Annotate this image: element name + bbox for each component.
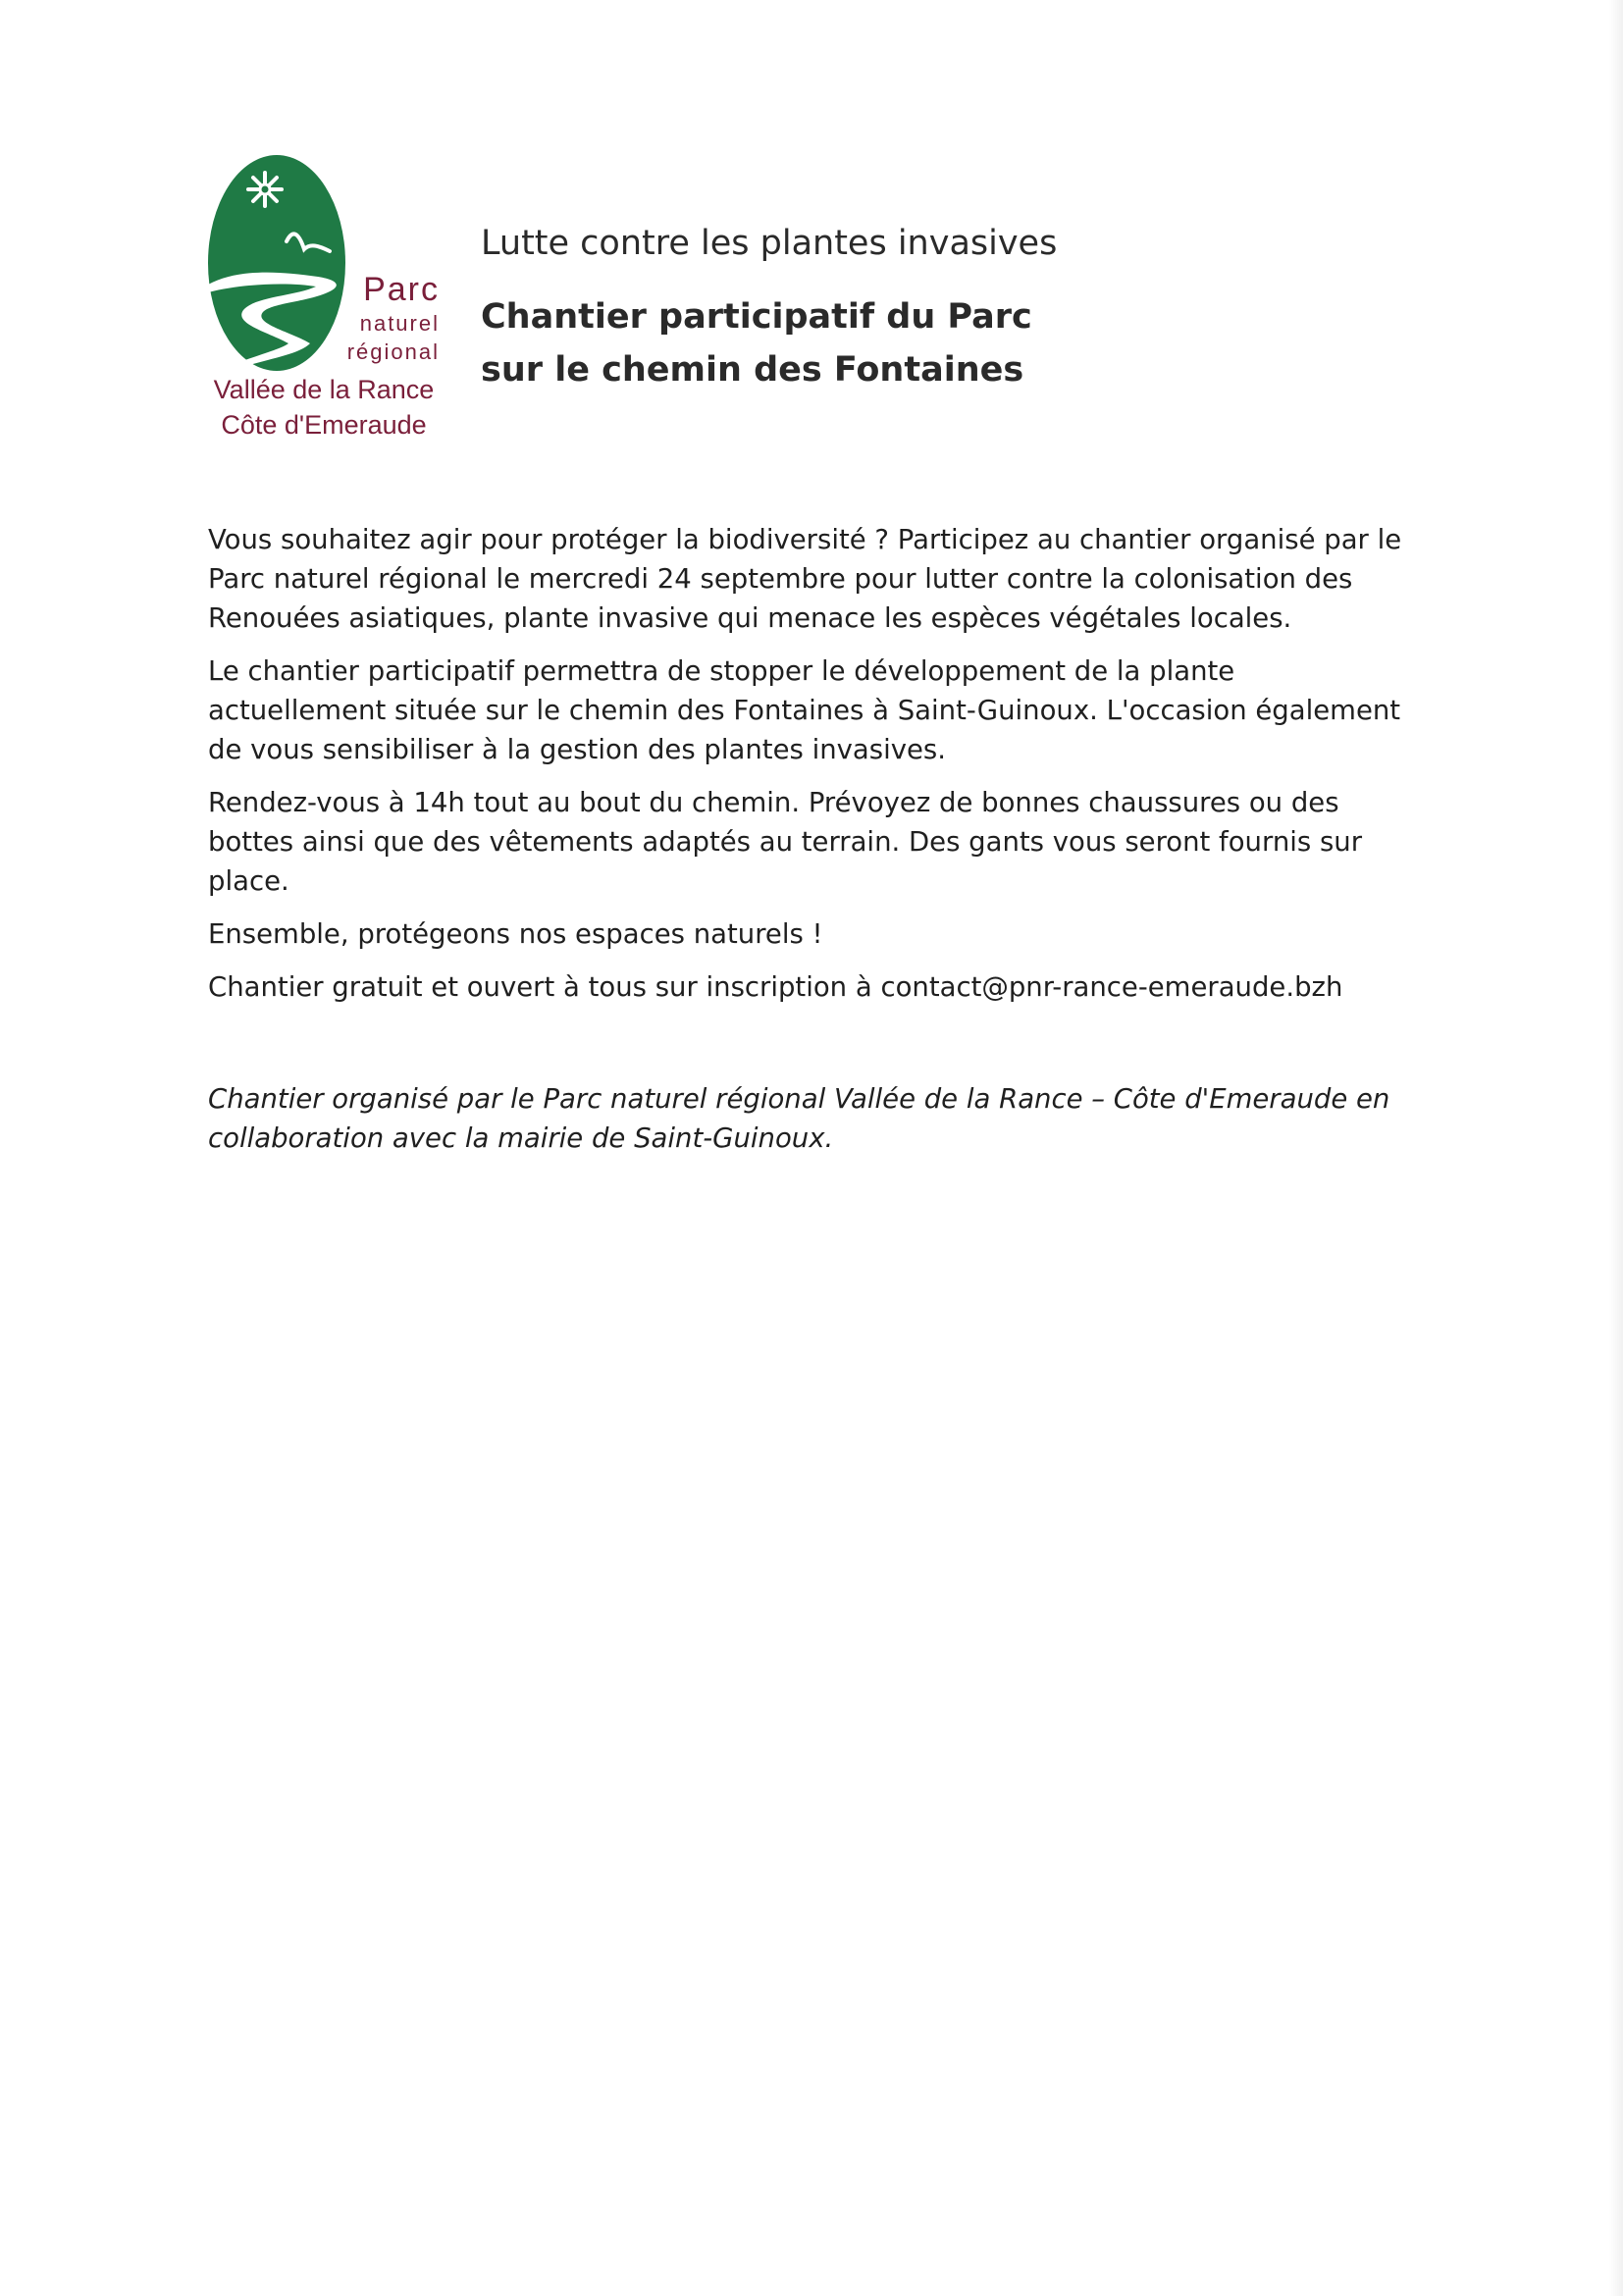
document-subtitle bbox=[481, 290, 1364, 397]
subtitle-line-2: sur le chemin des Fontaines bbox=[481, 349, 1024, 390]
logo-cote: Côte d'Emeraude bbox=[221, 410, 427, 440]
subtitle-line-1: Chantier participatif du Parc bbox=[481, 296, 1032, 337]
paragraph-details: Le chantier participatif permettra de stopper le développement de la plante actuellement située sur le chemin des Fontaines à Saint-Guinoux. L'occasion également de vous sensibiliser à la gestion des plantes invasives. bbox=[208, 655, 1401, 765]
paragraph-meeting: Rendez-vous à 14h tout au bout du chemin. Prévoyez de bonnes chaussures ou des bottes ainsi que des vêtements adaptés au terrain. Des gants vous seront fournis sur place. bbox=[208, 787, 1363, 897]
document-heading bbox=[481, 222, 1364, 396]
scan-edge bbox=[1609, 0, 1623, 2296]
paragraph-slogan: Ensemble, protégeons nos espaces naturels ! bbox=[208, 918, 823, 950]
park-logo bbox=[208, 155, 440, 449]
paragraph-intro: Vous souhaitez agir pour protéger la biodiversité ? Participez au chantier organisé par le Parc naturel régional le mercredi 24 septembre pour lutter contre la colonisation des Renouées asiatiques, plante invasive qui menace les espèces végétales locales. bbox=[208, 524, 1402, 634]
logo-parc: Parc bbox=[363, 271, 440, 308]
paragraph-registration: Chantier gratuit et ouvert à tous sur inscription à contact@pnr-rance-emeraude.bzh bbox=[208, 971, 1343, 1003]
organizer-note: Chantier organisé par le Parc naturel régional Vallée de la Rance – Côte d'Emeraude en collaboration avec la mairie de Saint-Guinoux. bbox=[208, 1083, 1390, 1154]
document-title: Lutte contre les plantes invasives bbox=[481, 224, 1058, 263]
logo-regional: régional bbox=[346, 339, 440, 364]
logo-vallee: Vallée de la Rance bbox=[213, 375, 435, 404]
logo-naturel: naturel bbox=[359, 311, 440, 336]
body-text bbox=[208, 520, 1405, 1020]
